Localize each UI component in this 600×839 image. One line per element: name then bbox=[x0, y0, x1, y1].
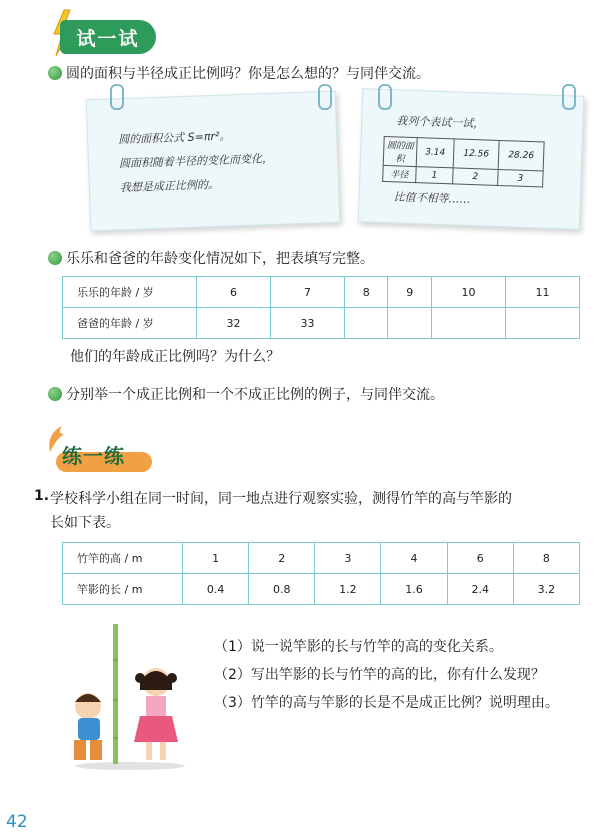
age-cell-blank[interactable] bbox=[388, 308, 432, 339]
bamboo-cell: 2.4 bbox=[447, 574, 513, 605]
age-cell: 6 bbox=[197, 277, 271, 308]
item-1-number: 1. bbox=[34, 488, 50, 504]
age-cell-blank[interactable] bbox=[432, 308, 506, 339]
note-left-line-3: 我想是成正比例的。 bbox=[119, 177, 220, 195]
bamboo-cell: 4 bbox=[381, 543, 447, 574]
age-cell-blank[interactable] bbox=[505, 308, 579, 339]
note-left-line-2: 圆面积随着半径的变化而变化， bbox=[118, 151, 274, 171]
paperclip-icon bbox=[318, 84, 332, 110]
note-cell: 3 bbox=[498, 169, 544, 187]
age-cell: 10 bbox=[432, 277, 506, 308]
note-cell: 28.26 bbox=[498, 140, 544, 171]
age-table bbox=[62, 276, 580, 339]
bamboo-cell: 1.6 bbox=[381, 574, 447, 605]
bullet-dot-icon bbox=[48, 387, 62, 401]
try-section-title: 试一试 bbox=[60, 20, 156, 54]
bamboo-cell: 0.8 bbox=[249, 574, 315, 605]
bamboo-cell: 2 bbox=[249, 543, 315, 574]
bamboo-cell: 1 bbox=[183, 543, 249, 574]
age-cell-blank[interactable] bbox=[344, 308, 388, 339]
age-row-label: 乐乐的年龄 / 岁 bbox=[63, 277, 197, 308]
note-cell: 1 bbox=[416, 167, 454, 184]
note-card-left bbox=[86, 91, 340, 232]
subquestion-3: （3）竹竿的高与竿影的长是不是成正比例？说明理由。 bbox=[214, 695, 559, 711]
age-cell: 32 bbox=[197, 308, 271, 339]
note-cell: 12.56 bbox=[453, 139, 499, 170]
bamboo-cell: 0.4 bbox=[183, 574, 249, 605]
bullet-dot-icon bbox=[48, 251, 62, 265]
age-cell: 33 bbox=[270, 308, 344, 339]
bamboo-table bbox=[62, 542, 580, 605]
note-cell: 圆的面积 bbox=[383, 136, 417, 166]
note-cell: 2 bbox=[453, 168, 499, 186]
note-left-line-1: 圆的面积公式 S=πr²。 bbox=[117, 129, 231, 147]
question-2: 乐乐和爸爸的年龄变化情况如下，把表填写完整。 bbox=[66, 251, 374, 267]
note-right-title: 我列个表试一试， bbox=[396, 114, 485, 131]
subquestion-2: （2）写出竿影的长与竹竿的高的比，你有什么发现？ bbox=[214, 667, 545, 683]
children-measuring-illustration bbox=[60, 620, 200, 770]
item-1-line-2: 长如下表。 bbox=[50, 515, 120, 531]
paperclip-icon bbox=[110, 84, 124, 110]
page-number: 42 bbox=[6, 812, 28, 832]
bullet-dot-icon bbox=[48, 66, 62, 80]
age-cell: 8 bbox=[344, 277, 388, 308]
bamboo-cell: 3.2 bbox=[513, 574, 579, 605]
practice-section-title: 练一练 bbox=[62, 444, 125, 468]
bamboo-cell: 3 bbox=[315, 543, 381, 574]
question-3: 分别举一个成正比例和一个不成正比例的例子，与同伴交流。 bbox=[66, 387, 444, 403]
age-row-label: 爸爸的年龄 / 岁 bbox=[63, 308, 197, 339]
bamboo-cell: 1.2 bbox=[315, 574, 381, 605]
bamboo-cell: 8 bbox=[513, 543, 579, 574]
note-card-right bbox=[358, 88, 585, 230]
question-1: 圆的面积与半径成正比例吗？你是怎么想的？与同伴交流。 bbox=[66, 66, 430, 82]
subquestion-1: （1）说一说竿影的长与竹竿的高的变化关系。 bbox=[214, 639, 503, 655]
note-cell: 3.14 bbox=[416, 138, 454, 168]
bamboo-row-label: 竹竿的高 / m bbox=[63, 543, 183, 574]
paperclip-icon bbox=[562, 84, 576, 110]
note-right-footer: 比值不相等…… bbox=[393, 190, 471, 207]
paperclip-icon bbox=[378, 84, 392, 110]
note-right-table bbox=[382, 136, 545, 188]
age-cell: 7 bbox=[270, 277, 344, 308]
question-2-follow: 他们的年龄成正比例吗？为什么？ bbox=[70, 349, 280, 365]
bamboo-row-label: 竿影的长 / m bbox=[63, 574, 183, 605]
bamboo-cell: 6 bbox=[447, 543, 513, 574]
note-cell: 半径 bbox=[383, 165, 417, 182]
age-cell: 11 bbox=[505, 277, 579, 308]
age-cell: 9 bbox=[388, 277, 432, 308]
item-1-line-1: 学校科学小组在同一时间，同一地点进行观察实验，测得竹竿的高与竿影的 bbox=[50, 491, 512, 507]
